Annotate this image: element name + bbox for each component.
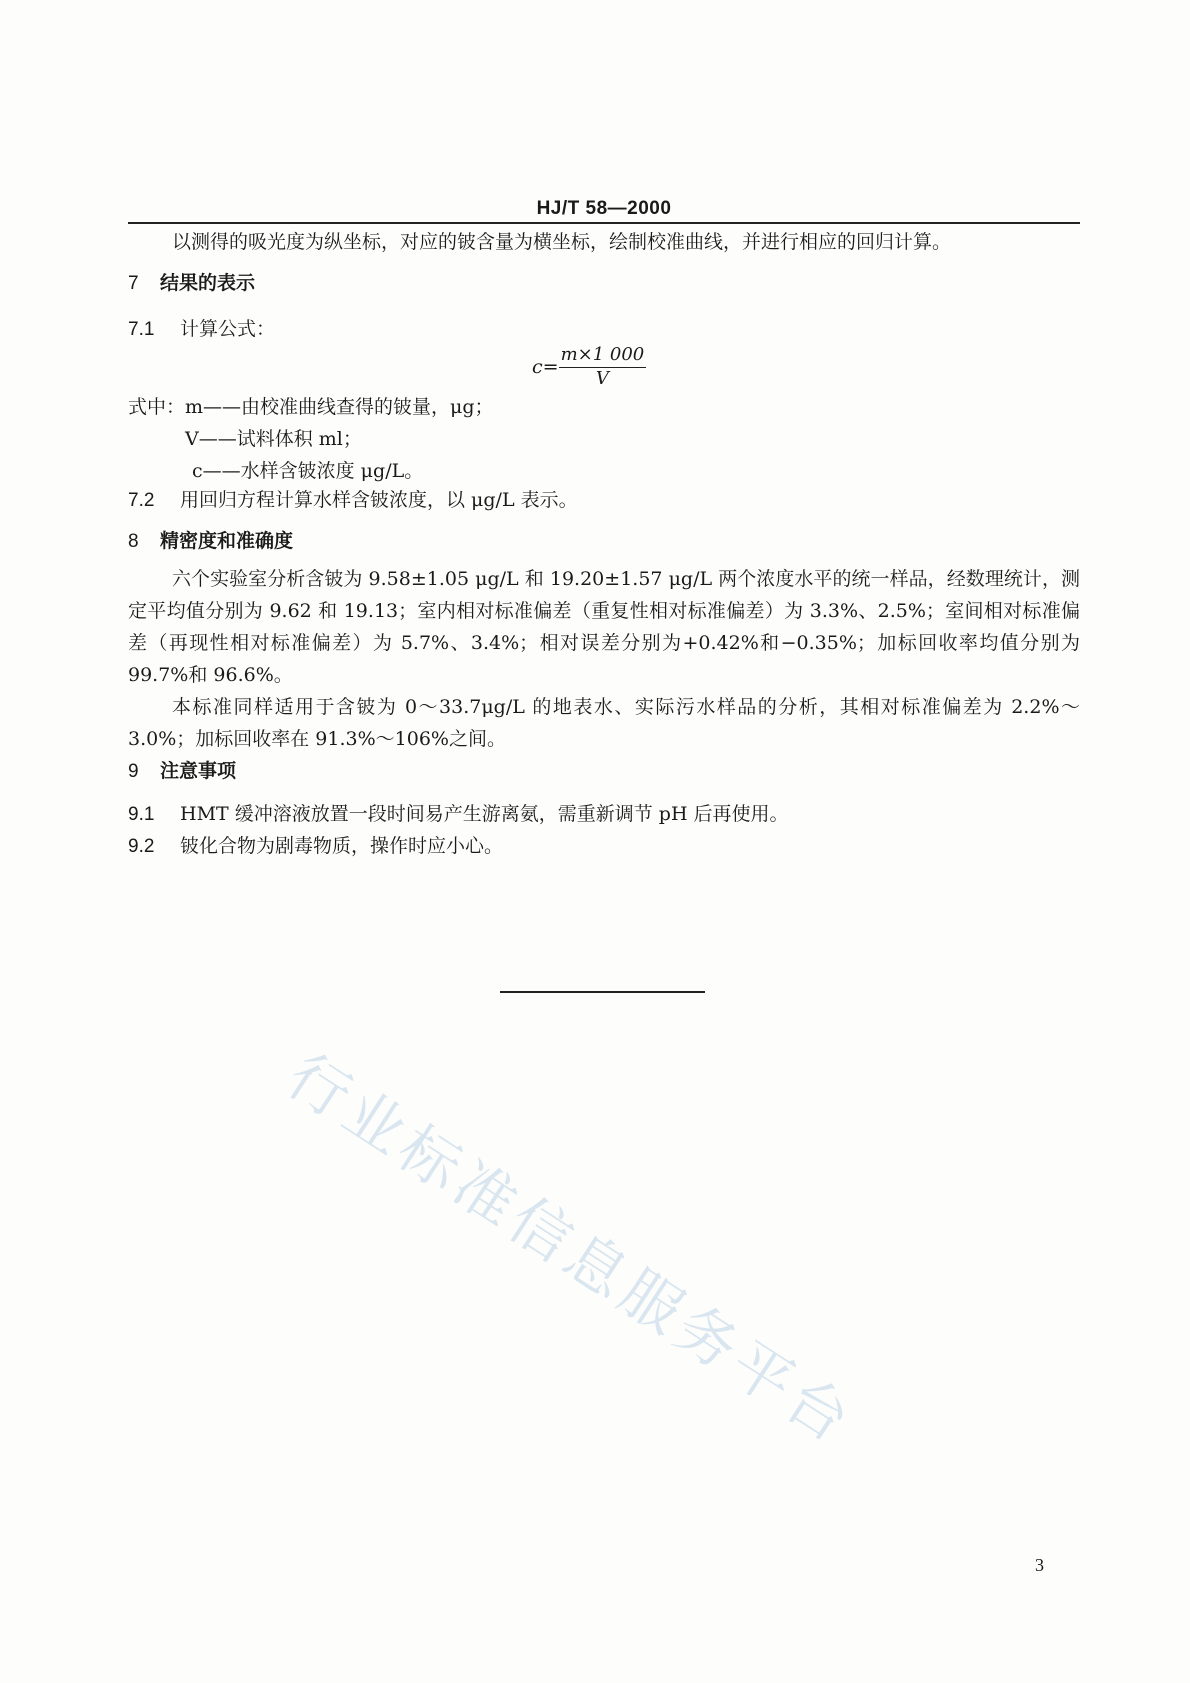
clause-7-1: [128, 313, 1080, 346]
clause-9-2-text: 铍化合物为剧毒物质，操作时应小心。: [180, 835, 504, 857]
watermark: 行业标准信息服务平台: [274, 1040, 867, 1460]
section-9-title: 注意事项: [160, 760, 237, 782]
end-of-document-rule: [500, 991, 705, 993]
section-9-heading: [128, 756, 1080, 783]
intro-paragraph: 以测得的吸光度为纵坐标，对应的铍含量为横坐标，绘制校准曲线，并进行相应的回归计算。: [172, 231, 952, 253]
section-7-number: 7: [128, 273, 139, 294]
clause-9-2-number: 9.2: [128, 836, 155, 857]
variable-m-definition: m——由校准曲线查得的铍量，μg；: [185, 396, 494, 418]
variable-c-definition: c——水样含铍浓度 μg/L。: [192, 460, 424, 482]
page-number: 3: [1035, 1555, 1044, 1575]
where-m: [128, 391, 494, 423]
clause-9-1-text: HMT 缓冲溶液放置一段时间易产生游离氨，需重新调节 pH 后再使用。: [180, 803, 789, 825]
section-8-paragraph-1: 六个实验室分析含铍为 9.58±1.05 μg/L 和 19.20±1.57 μg/L 两个浓度水平的统一样品，经数理统计，测定平均值分别为 9.62 和 19.13；室内相对标准偏差（重复性相对标准偏差）为 3.3%、2.5%；室间相对标准偏差（再现性相对标准偏差）为 5.7%、3.4%；相对误差分别为+0.42%和−0.35%；加标回收率均值分别为 99.7%和 96.6%。: [128, 568, 1080, 686]
formula: [532, 344, 646, 390]
where-lead: 式中：: [128, 396, 186, 418]
clause-7-2-number: 7.2: [128, 490, 155, 511]
formula-denominator: V: [595, 368, 609, 389]
clause-7-1-number: 7.1: [128, 319, 155, 340]
variable-V-definition: V——试料体积 ml；: [185, 428, 362, 450]
section-8-heading: [128, 526, 1080, 553]
section-7-title: 结果的表示: [160, 272, 256, 294]
clause-7-2: [128, 484, 1080, 517]
clause-7-2-text: 用回归方程计算水样含铍浓度，以 μg/L 表示。: [180, 489, 578, 511]
section-7-heading: [128, 268, 1080, 295]
clause-9-2: [128, 830, 1080, 863]
document-code-header: HJ/T 58—2000: [536, 198, 672, 219]
clause-9-1-number: 9.1: [128, 804, 155, 825]
section-9-number: 9: [128, 761, 139, 782]
section-8-number: 8: [128, 531, 139, 552]
formula-fraction: [559, 344, 647, 390]
section-8-title: 精密度和准确度: [160, 530, 294, 552]
section-8-paragraph-2: 本标准同样适用于含铍为 0～33.7μg/L 的地表水、实际污水样品的分析，其相对标准偏差为 2.2%～3.0%；加标回收率在 91.3%～106%之间。: [128, 696, 1080, 750]
formula-numerator: m×1 000: [559, 344, 647, 368]
clause-7-1-text: 计算公式：: [180, 318, 276, 340]
clause-9-1: [128, 798, 1080, 831]
formula-lhs: c=: [532, 356, 559, 378]
header-rule: [128, 222, 1080, 224]
